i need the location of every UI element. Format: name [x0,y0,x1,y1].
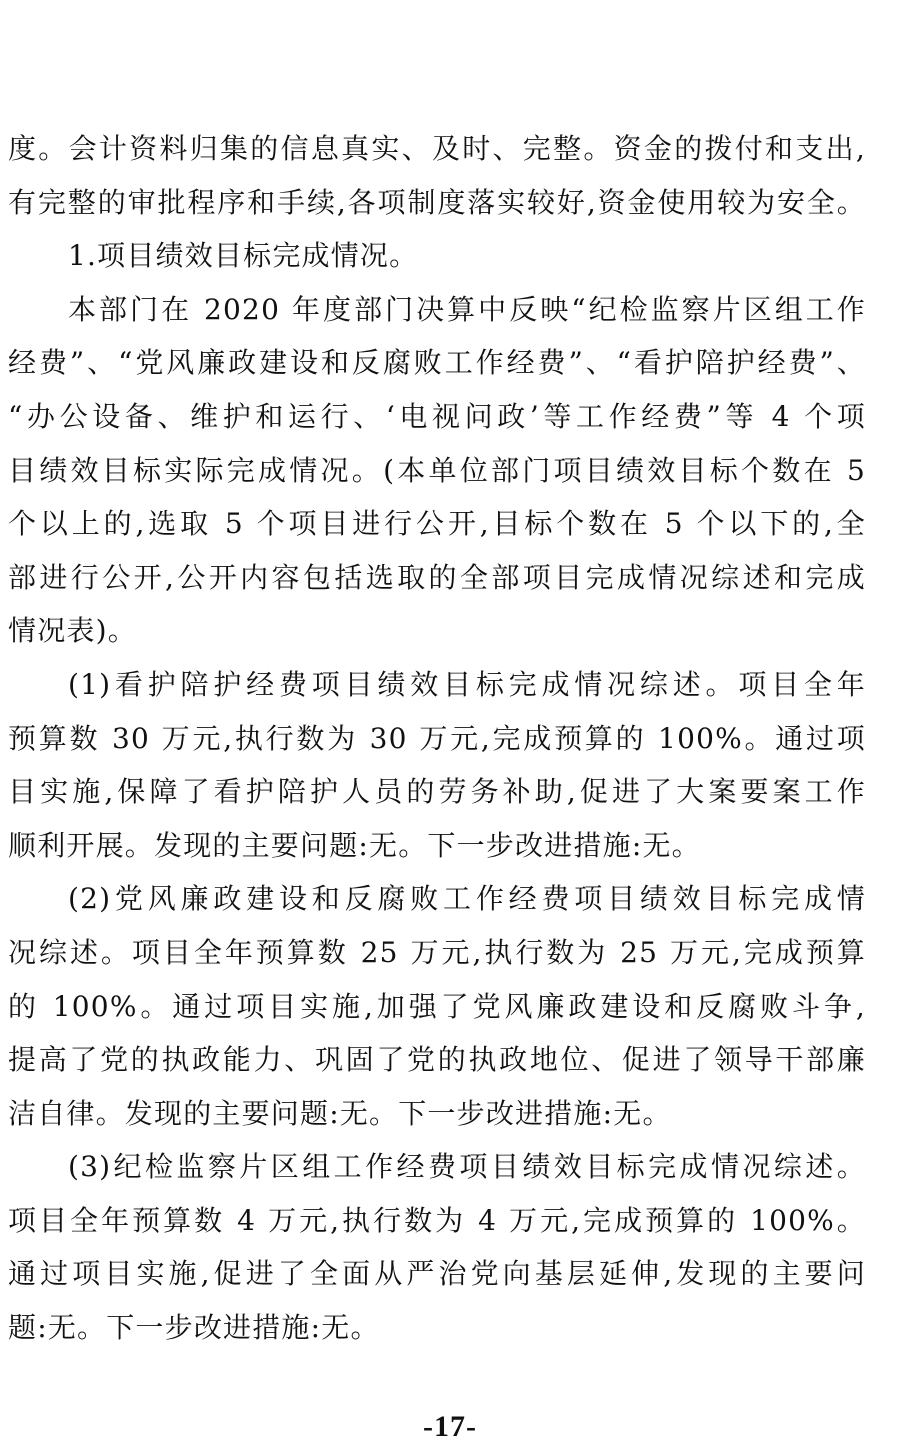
text-line: 洁自律。发现的主要问题:无。下一步改进措施:无。 [8,1096,672,1130]
page-number: -17- [423,1410,477,1443]
paragraph-start-line: (2)党风廉政建设和反腐败工作经费项目绩效目标完成情 [68,882,866,916]
paragraph-start-line: (3)纪检监察片区组工作经费项目绩效目标完成情况综述。 [68,1150,866,1184]
text-line: 个以上的,选取 5 个项目进行公开,目标个数在 5 个以下的,全 [8,507,866,541]
text-line: “办公设备、维护和运行、‘电视问政’等工作经费”等 4 个项 [8,399,866,433]
text-line: 目绩效目标实际完成情况。(本单位部门项目绩效目标个数在 5 [8,453,866,487]
section-heading: 1.项目绩效目标完成情况。 [68,239,419,273]
paragraph-start-line: 本部门在 2020 年度部门决算中反映“纪检监察片区组工作 [68,292,866,326]
text-line: 经费”、“党风廉政建设和反腐败工作经费”、“看护陪护经费”、 [8,346,866,380]
text-line: 预算数 30 万元,执行数为 30 万元,完成预算的 100%。通过项 [8,721,866,755]
text-line: 的 100%。通过项目实施,加强了党风廉政建设和反腐败斗争, [8,989,866,1023]
text-line: 题:无。下一步改进措施:无。 [8,1311,380,1345]
text-line: 况综述。项目全年预算数 25 万元,执行数为 25 万元,完成预算 [8,935,866,969]
text-line: 项目全年预算数 4 万元,执行数为 4 万元,完成预算的 100%。 [8,1203,866,1237]
body-text [8,122,866,1355]
text-line: 通过项目实施,促进了全面从严治党向基层延伸,发现的主要问 [8,1257,866,1291]
text-line: 顺利开展。发现的主要问题:无。下一步改进措施:无。 [8,828,701,862]
text-line: 提高了党的执政能力、巩固了党的执政地位、促进了领导干部廉 [8,1043,866,1077]
text-line: 有完整的审批程序和手续,各项制度落实较好,资金使用较为安全。 [8,185,866,219]
text-line: 部进行公开,公开内容包括选取的全部项目完成情况综述和完成 [8,560,866,594]
text-line: 目实施,保障了看护陪护人员的劳务补助,促进了大案要案工作 [8,775,866,809]
text-line: 度。会计资料归集的信息真实、及时、完整。资金的拨付和支出, [8,132,866,165]
paragraph-start-line: (1)看护陪护经费项目绩效目标完成情况综述。项目全年 [68,667,866,701]
text-line: 情况表)。 [8,614,137,648]
